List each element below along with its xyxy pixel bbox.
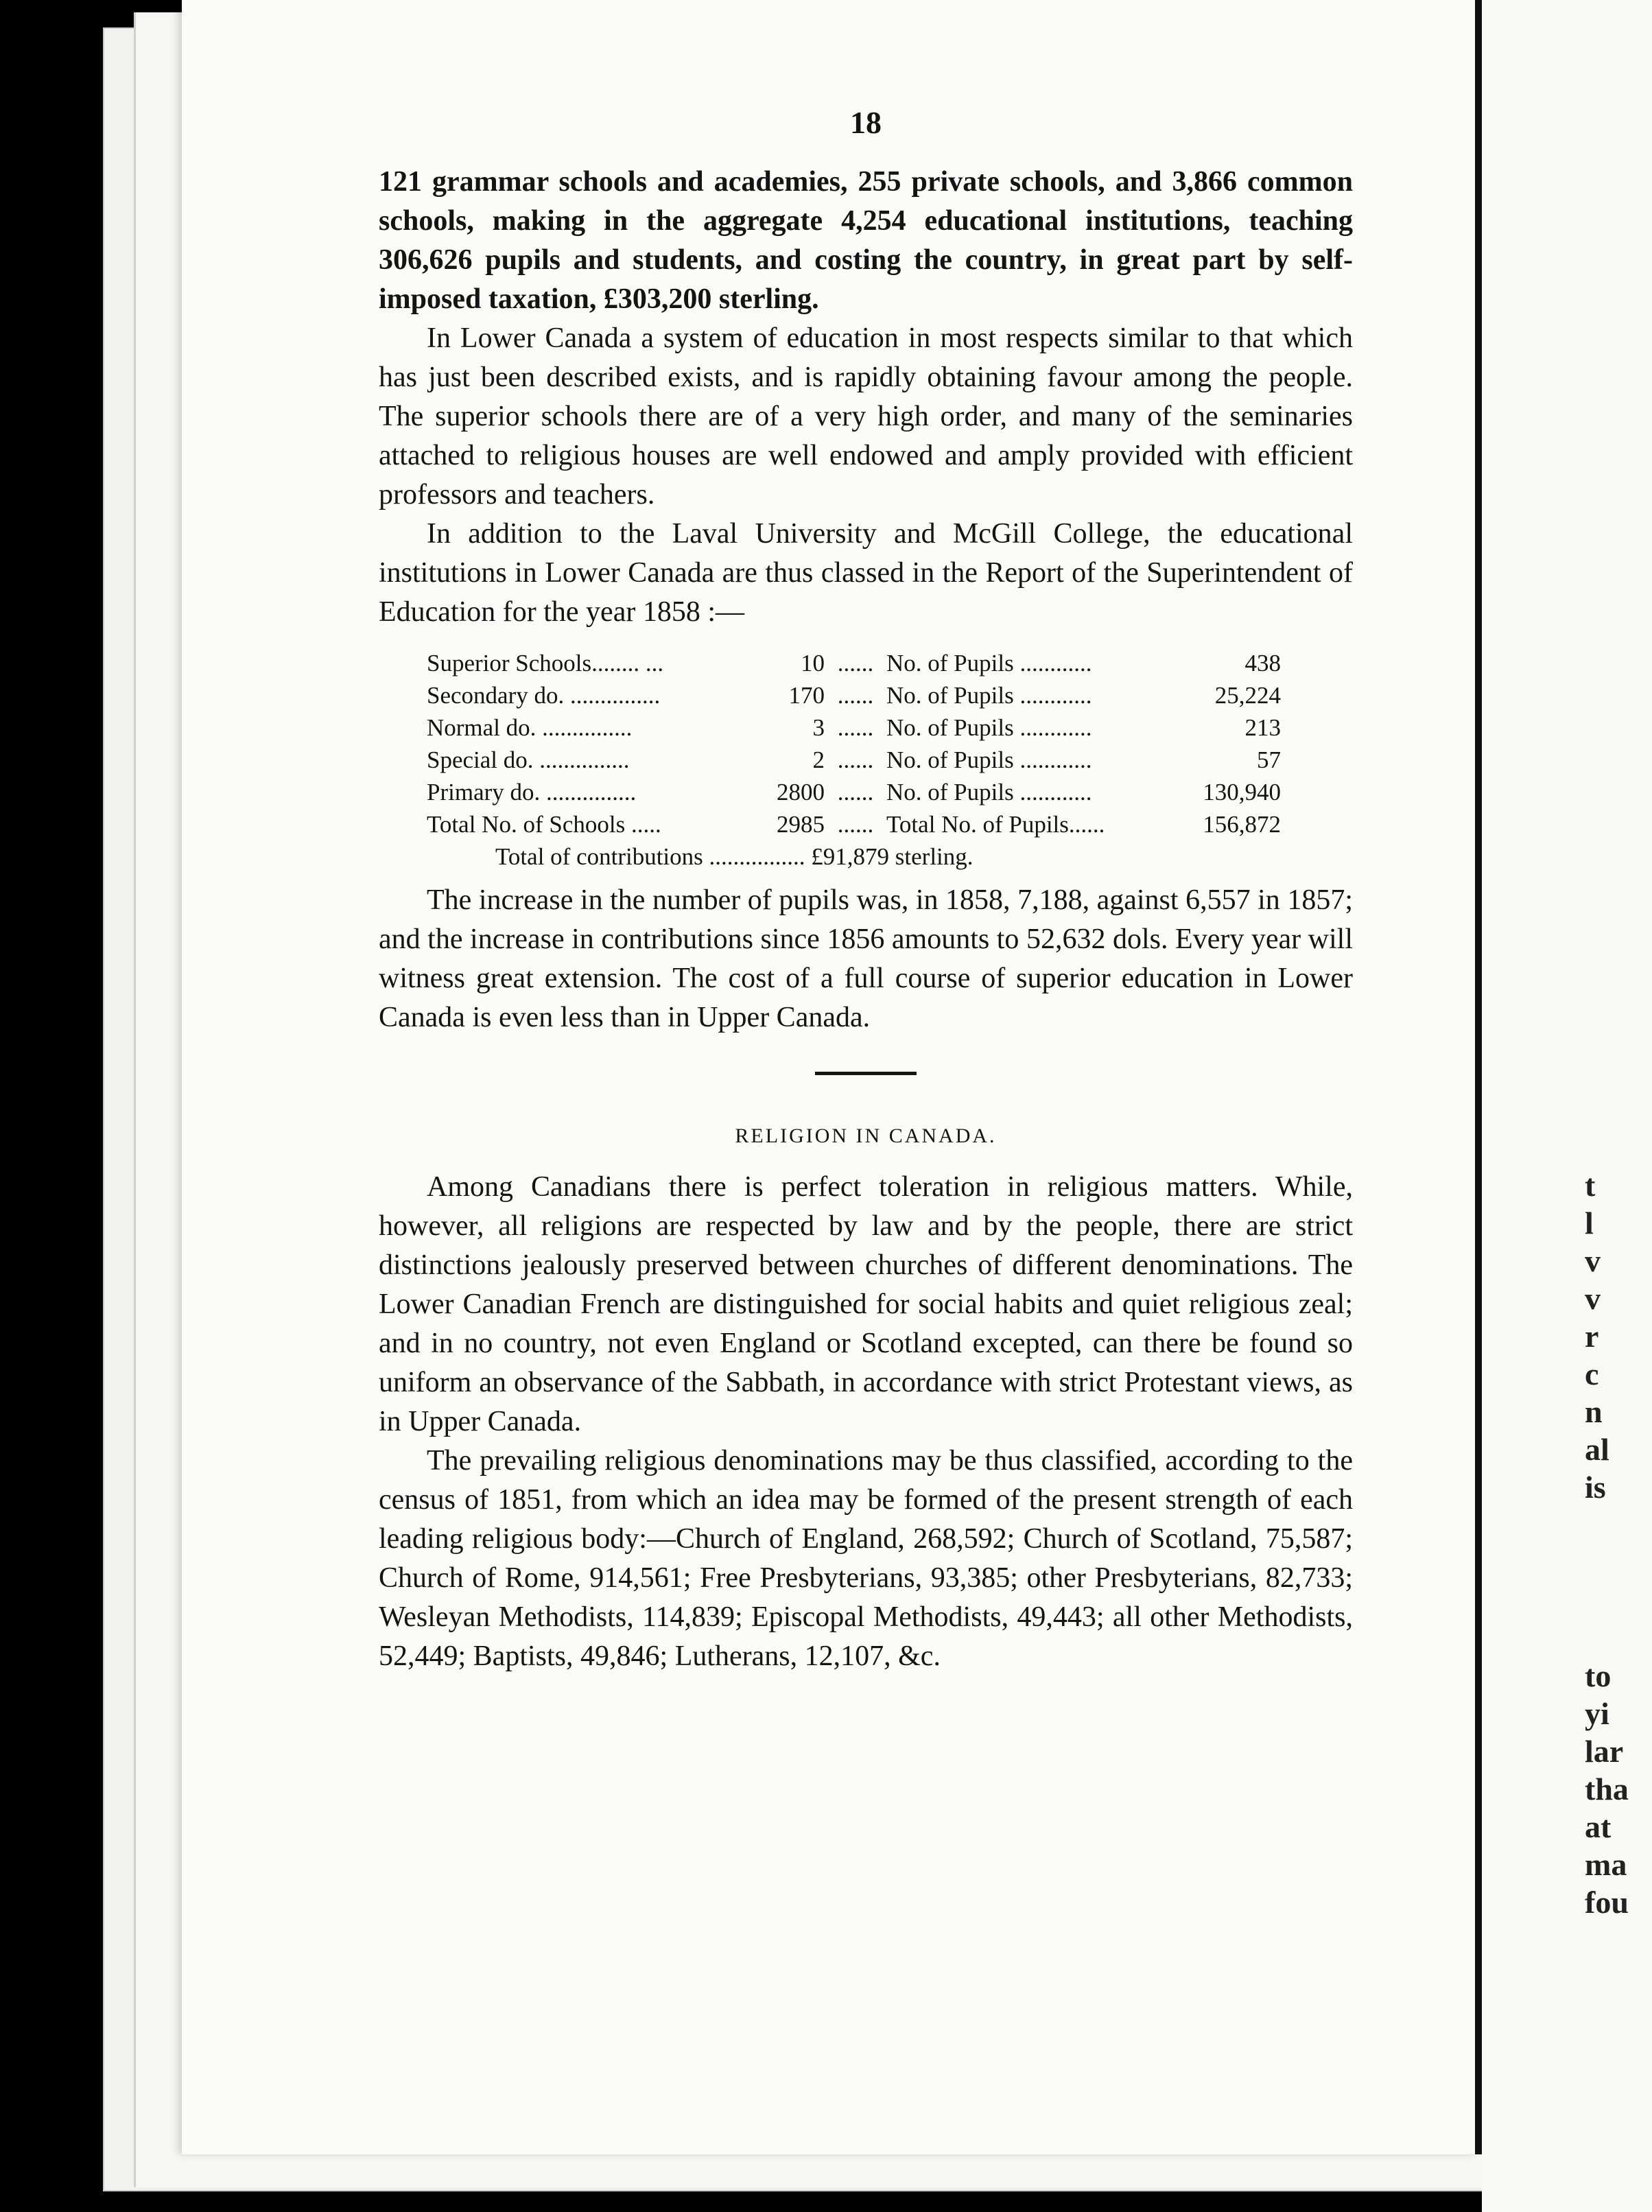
education-stats-table bbox=[427, 647, 1281, 873]
contributions-label: Total of contributions ................ bbox=[495, 843, 805, 870]
gutter-shadow bbox=[1475, 0, 1482, 2154]
pupils-count: 438 bbox=[1244, 650, 1281, 676]
fragment-line: at bbox=[1585, 1809, 1612, 1844]
school-count: 2985 bbox=[777, 811, 825, 838]
fragment-line: tha bbox=[1585, 1772, 1629, 1807]
paragraph-schools-summary: 121 grammar schools and academies, 255 private schools, and 3,866 common schools, making in the aggregate 4,254 educational institutions, teaching 306,626 pupils and students, and costing the country, in great part by self-imposed taxation, £303,200 sterling. bbox=[379, 166, 1353, 315]
fragment-line: al bbox=[1585, 1432, 1609, 1467]
leader-dots: ...... bbox=[837, 650, 874, 676]
leader-dots: ...... bbox=[837, 811, 874, 838]
paragraph-increase: The increase in the number of pupils was, in 1858, 7,188, against 6,557 in 1857; and the increase in contributions since 1856 amounts to 52,632 dols. Every year will witness great extension. The cost of a full course of superior education in Lower Canada is even less than in Upper Canada. bbox=[379, 884, 1353, 1033]
pupils-label: No. of Pupils ............ bbox=[886, 779, 1092, 805]
school-count: 2800 bbox=[777, 779, 825, 805]
pupils-count: 130,940 bbox=[1203, 779, 1281, 805]
table-row bbox=[427, 711, 1281, 744]
fragment-line: is bbox=[1585, 1470, 1606, 1505]
pupils-label: Total No. of Pupils...... bbox=[886, 811, 1105, 838]
fragment-line: v bbox=[1585, 1281, 1601, 1316]
contributions-value: £91,879 sterling. bbox=[811, 843, 974, 870]
pupils-count: 156,872 bbox=[1203, 811, 1281, 838]
pupils-count: 57 bbox=[1257, 746, 1281, 773]
fragment-line: l bbox=[1585, 1205, 1594, 1240]
pupils-label: No. of Pupils ............ bbox=[886, 682, 1092, 709]
table-row bbox=[427, 679, 1281, 711]
fragment-line: yi bbox=[1585, 1696, 1609, 1731]
pupils-count: 25,224 bbox=[1214, 682, 1281, 709]
leader-dots: ...... bbox=[837, 714, 874, 741]
facing-page-text bbox=[1585, 1166, 1652, 1921]
school-type: Secondary do. ............... bbox=[427, 682, 661, 709]
leader-dots: ...... bbox=[837, 746, 874, 773]
pupils-count: 213 bbox=[1244, 714, 1281, 741]
paragraph-denominations: The prevailing religious denominations may be thus classified, according to the census of 1851, from which an idea may be formed of the present strength of each leading religious body:—Church of England, 268,592; Church of Scotland, 75,587; Church of Rome, 914,561; Free Presbyterians, 93,385; other Presbyterians, 82,733; Wesleyan Methodists, 114,839; Episcopal Methodists, 49,443; all other Methodists, 52,449; Baptists, 49,846; Lutherans, 12,107, &c. bbox=[379, 1445, 1353, 1672]
paragraph-report-intro: In addition to the Laval University and McGill College, the educational institutions in Lower Canada are thus classed in the Report of the Superintendent of Education for the year 1858 :— bbox=[379, 518, 1353, 628]
paragraph-lower-canada-education: In Lower Canada a system of education in most respects similar to that which has just been described exists, and is rapidly obtaining favour among the people. The superior schools there are of a very high order, and many of the seminaries attached to religious houses are well endowed and amply provided with efficient professors and teachers. bbox=[379, 322, 1353, 510]
table-row bbox=[427, 808, 1281, 840]
leader-dots: ...... bbox=[837, 779, 874, 805]
school-type: Primary do. ............... bbox=[427, 779, 637, 805]
fragment-line: lar bbox=[1585, 1734, 1624, 1769]
fragment-line: t bbox=[1585, 1168, 1596, 1203]
school-count: 10 bbox=[801, 650, 825, 676]
page-content bbox=[379, 103, 1353, 1676]
pupils-label: No. of Pupils ............ bbox=[886, 746, 1092, 773]
school-count: 170 bbox=[788, 682, 825, 709]
pupils-label: No. of Pupils ............ bbox=[886, 650, 1092, 676]
fragment-line: v bbox=[1585, 1243, 1601, 1278]
section-divider bbox=[815, 1072, 917, 1075]
school-count: 3 bbox=[812, 714, 825, 741]
school-type: Special do. ............... bbox=[427, 746, 630, 773]
school-type: Superior Schools........ ... bbox=[427, 650, 664, 676]
fragment-line: c bbox=[1585, 1356, 1599, 1391]
paragraph-toleration: Among Canadians there is perfect toleration in religious matters. While, however, all religions are respected by law and by the people, there are strict distinctions jealously preserved between churches of different denominations. The Lower Canadian French are distinguished for social habits and quiet religious zeal; and in no country, not even England or Scotland excepted, can there be found so uniform an observance of the Sabbath, in accordance with strict Protestant views, as in Upper Canada. bbox=[379, 1171, 1353, 1437]
table-row bbox=[427, 776, 1281, 808]
fragment-line: n bbox=[1585, 1394, 1603, 1429]
table-row bbox=[427, 647, 1281, 679]
section-heading: RELIGION IN CANADA. bbox=[735, 1125, 997, 1147]
contributions-row bbox=[427, 840, 1281, 873]
fragment-line: r bbox=[1585, 1319, 1599, 1354]
fragment-line: to bbox=[1585, 1658, 1612, 1693]
school-type: Normal do. ............... bbox=[427, 714, 633, 741]
pupils-label: No. of Pupils ............ bbox=[886, 714, 1092, 741]
page-number: 18 bbox=[850, 105, 882, 140]
fragment-gap bbox=[1585, 1506, 1652, 1657]
fragment-line: fou bbox=[1585, 1885, 1629, 1920]
fragment-line: ma bbox=[1585, 1847, 1627, 1882]
leader-dots: ...... bbox=[837, 682, 874, 709]
school-type: Total No. of Schools ..... bbox=[427, 811, 661, 838]
school-count: 2 bbox=[812, 746, 825, 773]
table-row bbox=[427, 744, 1281, 776]
